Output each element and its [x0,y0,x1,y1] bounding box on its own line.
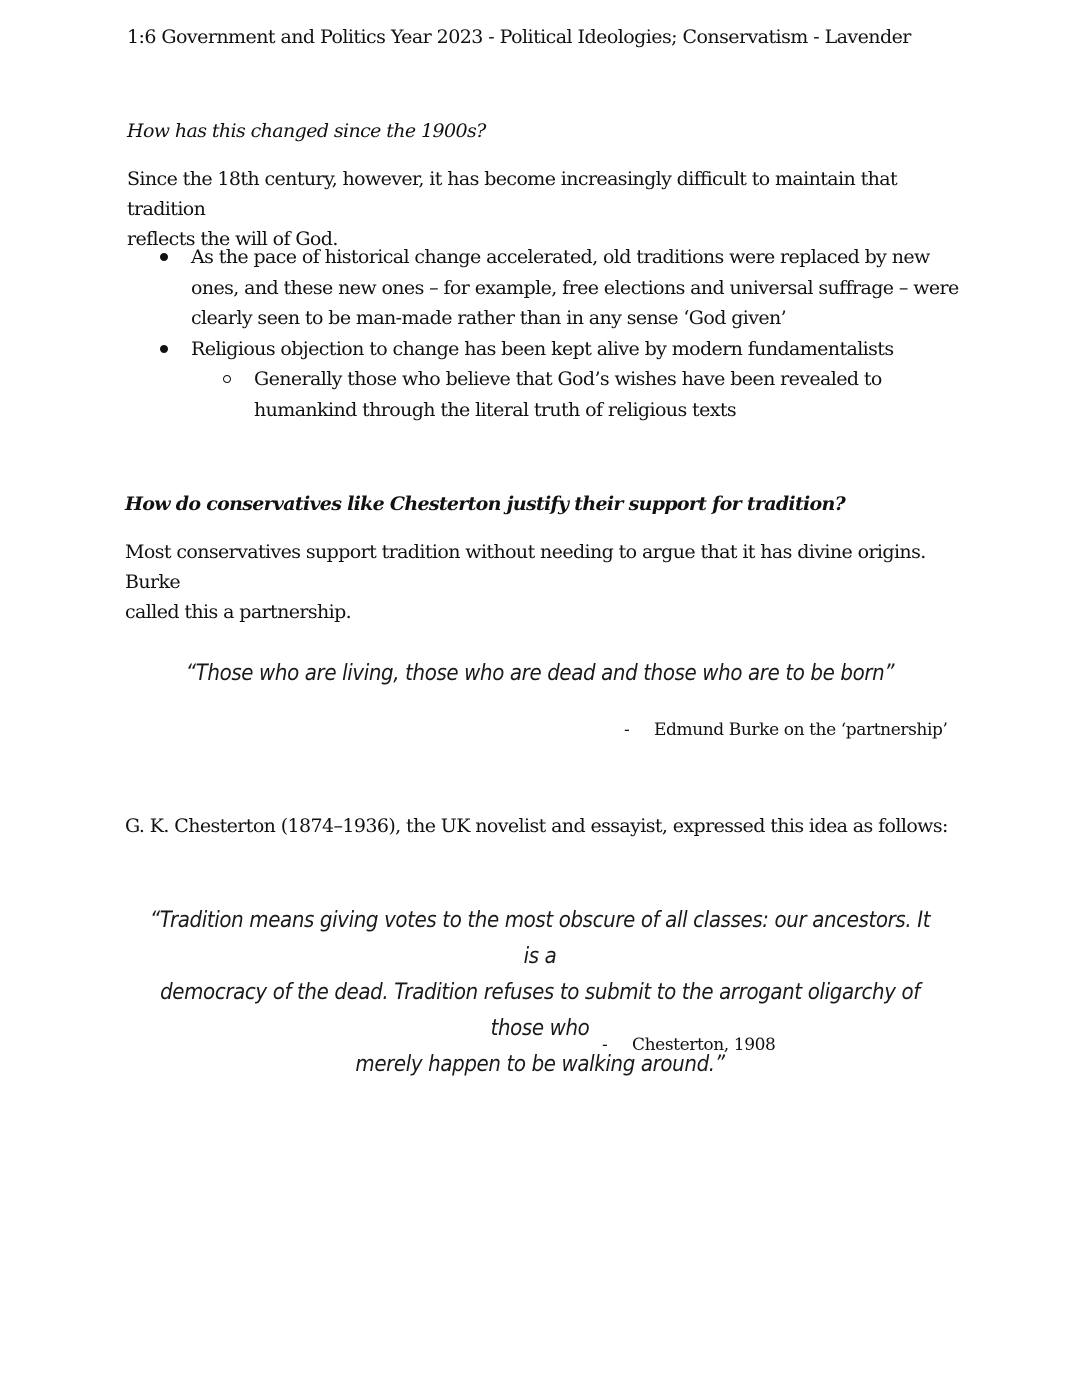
list-item-text: As the pace of historical change accelerated, old traditions were replaced by new ones, and these new ones – for example, free elections and universal suffrage – were clearly seen to be man-made rather than in any sense ‘God given’ [191,246,959,329]
burke-quote: “Those who are living, those who are dead and those who are to be born” [185,661,895,686]
bullet-icon [160,345,168,353]
page-header: 1:6 Government and Politics Year 2023 - Political Ideologies; Conservatism - Lavender [127,26,911,48]
paragraph-line: called this a partnership. [125,601,352,623]
paragraph-line: reflects the will of God. [127,228,338,250]
attribution-text: Chesterton, 1908 [632,1035,776,1055]
chesterton-intro: G. K. Chesterton (1874–1936), the UK novelist and essayist, expressed this idea as follows: [125,815,948,837]
sub-list-item [223,364,960,425]
attribution-dash: - [624,720,630,740]
quote-line: democracy of the dead. Tradition refuses to submit to the arrogant oligarchy of those who [160,980,920,1041]
paragraph-line: Since the 18th century, however, it has become increasingly difficult to maintain that tradition [127,168,898,220]
paragraph-line: Most conservatives support tradition without needing to argue that it has divine origins. Burke [125,541,926,593]
list-item-text: Religious objection to change has been kept alive by modern fundamentalists [191,337,894,360]
bullet-list [160,242,960,425]
bullet-icon [160,253,168,261]
quote-line: “Tradition means giving votes to the most obscure of all classes: our ancestors. It is a [149,908,931,969]
burke-attribution [624,720,947,740]
chesterton-quote [144,903,936,1083]
chesterton-attribution [602,1035,775,1055]
attribution-dash: - [602,1035,608,1055]
list-item [160,334,960,426]
sub-bullet-list [191,364,960,425]
section-heading-chesterton: How do conservatives like Chesterton justify their support for tradition? [125,493,846,515]
section-heading-changes: How has this changed since the 1900s? [127,120,486,142]
attribution-text: Edmund Burke on the ‘partnership’ [654,720,948,740]
section1-paragraph [127,164,967,254]
sub-list-item-text: Generally those who believe that God’s wishes have been revealed to humankind through the literal truth of religious texts [254,368,882,421]
hollow-bullet-icon [223,375,231,383]
section2-paragraph [125,537,965,627]
list-item [160,242,960,334]
quote-line: merely happen to be walking around.” [355,1052,725,1077]
